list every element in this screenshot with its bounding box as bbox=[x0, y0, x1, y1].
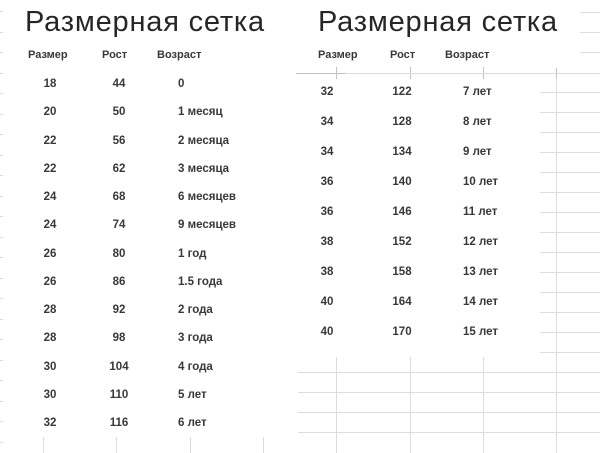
age-cell: 14 лет bbox=[463, 296, 499, 308]
height-cell: 134 bbox=[392, 146, 412, 158]
age-cell: 1 месяц bbox=[178, 106, 223, 119]
table-row bbox=[0, 296, 298, 324]
gridline bbox=[116, 437, 117, 453]
age-cell: 10 лет bbox=[463, 176, 499, 188]
age-cell: 12 лет bbox=[463, 236, 499, 248]
size-cell: 38 bbox=[320, 236, 334, 248]
size-cell: 38 bbox=[320, 266, 334, 278]
size-cell: 40 bbox=[320, 326, 334, 338]
size-cell: 30 bbox=[43, 360, 57, 373]
height-cell: 158 bbox=[392, 266, 412, 278]
height-cell: 92 bbox=[112, 304, 126, 316]
right-table-title: Размерная сетка bbox=[318, 6, 558, 38]
size-table-right bbox=[298, 0, 583, 360]
size-cell: 26 bbox=[43, 275, 57, 288]
size-cell: 24 bbox=[43, 191, 57, 203]
left-header-size: Размер bbox=[28, 49, 68, 61]
age-cell: 13 лет bbox=[463, 266, 499, 278]
age-cell: 9 месяцев bbox=[178, 219, 236, 232]
age-cell: 6 лет bbox=[178, 417, 207, 429]
left-table-title: Размерная сетка bbox=[25, 6, 265, 38]
size-cell: 36 bbox=[320, 206, 334, 218]
height-cell: 170 bbox=[392, 326, 412, 338]
height-cell: 122 bbox=[392, 86, 412, 98]
age-cell: 1.5 года bbox=[178, 275, 223, 288]
height-cell: 50 bbox=[112, 106, 126, 119]
table-row bbox=[0, 381, 298, 409]
gridline bbox=[298, 432, 600, 433]
size-cell: 28 bbox=[43, 332, 57, 345]
age-cell: 8 лет bbox=[463, 116, 492, 128]
left-header-age: Возраст bbox=[157, 49, 202, 61]
age-cell: 3 месяца bbox=[178, 162, 230, 175]
height-cell: 62 bbox=[112, 162, 126, 175]
table-row bbox=[0, 240, 298, 268]
size-cell: 22 bbox=[43, 162, 57, 175]
table-row bbox=[298, 228, 583, 256]
age-cell: 15 лет bbox=[463, 326, 499, 338]
height-cell: 104 bbox=[109, 360, 129, 373]
size-cell: 28 bbox=[43, 304, 57, 316]
age-cell: 2 месяца bbox=[178, 134, 230, 147]
age-cell: 4 года bbox=[178, 360, 213, 373]
size-table-left bbox=[0, 0, 298, 437]
right-header-age: Возраст bbox=[445, 49, 490, 61]
table-row bbox=[0, 353, 298, 381]
height-cell: 98 bbox=[112, 332, 126, 345]
age-cell: 5 лет bbox=[178, 388, 207, 401]
height-cell: 116 bbox=[109, 417, 129, 429]
age-cell: 1 год bbox=[178, 247, 207, 260]
height-cell: 164 bbox=[392, 296, 412, 308]
height-cell: 86 bbox=[112, 275, 126, 288]
table-row bbox=[298, 108, 583, 136]
age-cell: 9 лет bbox=[463, 146, 492, 158]
height-cell: 110 bbox=[109, 388, 129, 401]
size-cell: 18 bbox=[43, 78, 57, 90]
size-cell: 40 bbox=[320, 296, 334, 308]
table-row bbox=[0, 98, 298, 126]
size-cell: 36 bbox=[320, 176, 334, 188]
table-row bbox=[298, 198, 583, 226]
gridline bbox=[298, 372, 600, 373]
height-cell: 56 bbox=[112, 134, 126, 147]
age-cell: 3 года bbox=[178, 332, 213, 345]
table-row bbox=[298, 168, 583, 196]
table-row bbox=[298, 318, 583, 346]
age-cell: 6 месяцев bbox=[178, 191, 236, 203]
table-row bbox=[298, 258, 583, 286]
table-row bbox=[0, 324, 298, 352]
gridline bbox=[43, 437, 44, 453]
table-row bbox=[298, 78, 583, 106]
gridline bbox=[298, 392, 600, 393]
size-cell: 26 bbox=[43, 247, 57, 260]
gridline bbox=[580, 52, 600, 53]
left-header-height: Рост bbox=[102, 49, 128, 61]
height-cell: 146 bbox=[392, 206, 412, 218]
age-cell: 2 года bbox=[178, 304, 213, 316]
size-cell: 34 bbox=[320, 146, 334, 158]
height-cell: 68 bbox=[112, 191, 126, 203]
height-cell: 74 bbox=[112, 219, 126, 232]
size-cell: 20 bbox=[43, 106, 57, 119]
size-cell: 30 bbox=[43, 388, 57, 401]
age-cell: 11 лет bbox=[463, 206, 498, 218]
table-row bbox=[298, 138, 583, 166]
table-row bbox=[0, 268, 298, 296]
table-row bbox=[0, 211, 298, 239]
gridline bbox=[190, 437, 191, 453]
table-row bbox=[298, 288, 583, 316]
table-row bbox=[0, 155, 298, 183]
table-row bbox=[0, 127, 298, 155]
size-cell: 22 bbox=[43, 134, 57, 147]
gridline bbox=[580, 32, 600, 33]
gridline bbox=[298, 412, 600, 413]
gridline bbox=[580, 12, 600, 13]
age-cell: 7 лет bbox=[463, 86, 492, 98]
right-header-size: Размер bbox=[318, 49, 358, 61]
height-cell: 152 bbox=[392, 236, 412, 248]
size-cell: 32 bbox=[320, 86, 334, 98]
table-row bbox=[0, 409, 298, 437]
size-cell: 32 bbox=[43, 417, 57, 429]
table-row bbox=[0, 70, 298, 98]
gridline bbox=[0, 442, 3, 443]
size-cell: 24 bbox=[43, 219, 57, 232]
height-cell: 128 bbox=[392, 116, 412, 128]
height-cell: 44 bbox=[112, 78, 126, 90]
table-row bbox=[0, 183, 298, 211]
height-cell: 140 bbox=[392, 176, 412, 188]
height-cell: 80 bbox=[112, 247, 126, 260]
age-cell: 0 bbox=[178, 78, 185, 90]
right-header-height: Рост bbox=[390, 49, 416, 61]
size-cell: 34 bbox=[320, 116, 334, 128]
gridline bbox=[263, 437, 264, 453]
